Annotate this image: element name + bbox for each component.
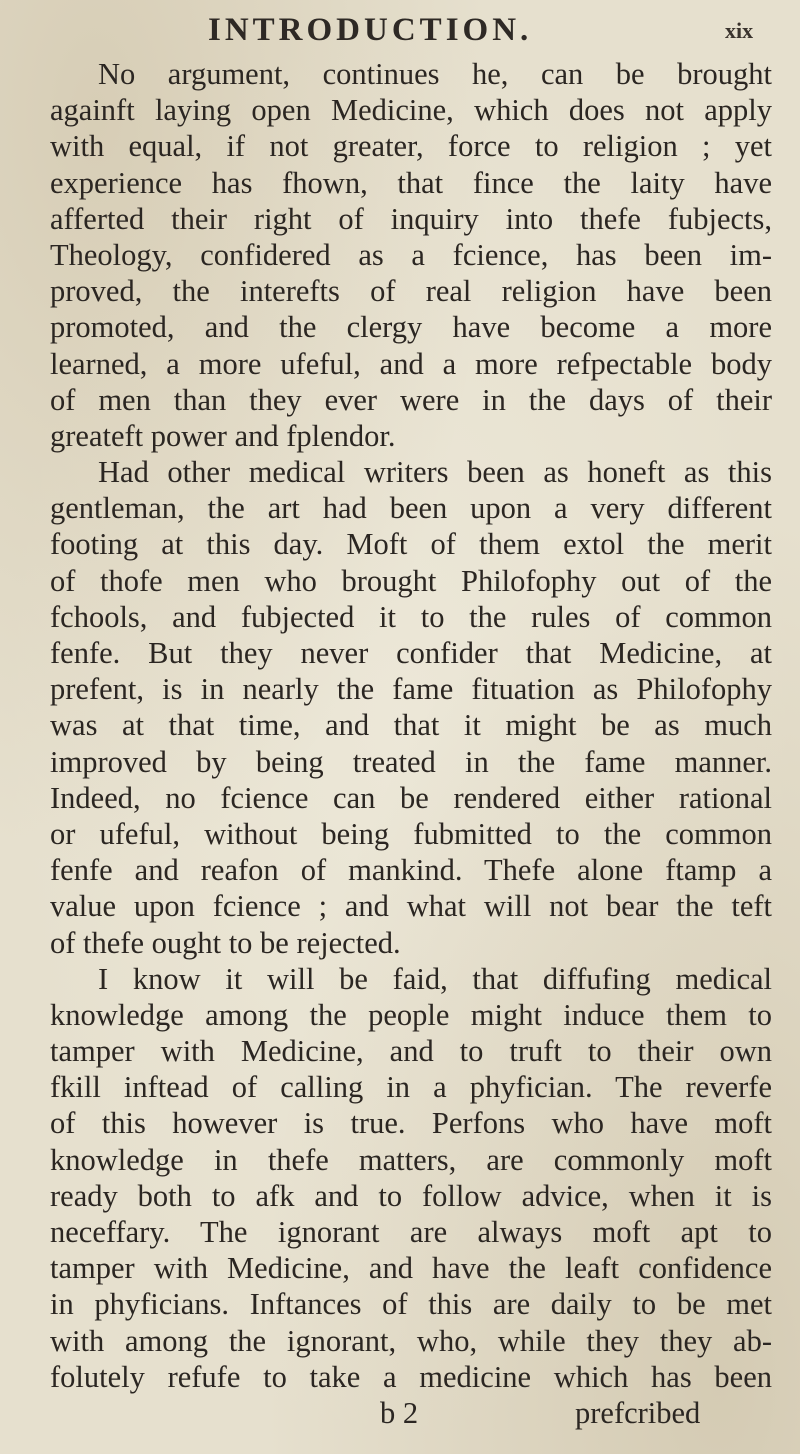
text-line: with equal, if not greater, force to religion ; yet bbox=[50, 129, 772, 164]
text-line: I know it will be faid, that diffufing medical bbox=[98, 961, 772, 996]
text-line: in phyficians. Inftances of this are daily to be met bbox=[50, 1287, 772, 1322]
text-line: or ufeful, without being fubmitted to the common bbox=[50, 816, 772, 851]
text-line: fkill inftead of calling in a phyfician. The reverfe bbox=[50, 1070, 772, 1105]
paragraph bbox=[50, 454, 772, 961]
text-line: experience has fhown, that fince the laity have bbox=[50, 165, 772, 200]
text-line: knowledge among the people might induce them to bbox=[50, 997, 772, 1032]
text-line: fenfe. But they never confider that Medicine, at bbox=[50, 636, 772, 670]
text-line: value upon fcience ; and what will not bear the teft bbox=[50, 889, 772, 924]
text-line: Indeed, no fcience can be rendered either rational bbox=[50, 780, 772, 815]
text-line: No argument, continues he, can be brought bbox=[98, 57, 772, 91]
text-line: improved by being treated in the fame manner. bbox=[50, 744, 772, 779]
text-line: was at that time, and that it might be as much bbox=[50, 708, 772, 743]
text-line: Theology, confidered as a fcience, has been im- bbox=[50, 237, 772, 272]
paragraph bbox=[50, 961, 772, 1395]
body-text bbox=[50, 56, 772, 1431]
text-line: knowledge in thefe matters, are commonly moft bbox=[50, 1142, 772, 1177]
text-line: ready both to afk and to follow advice, when it is bbox=[50, 1178, 772, 1213]
text-line: greateft power and fplendor. bbox=[50, 418, 396, 453]
catchword: prefcribed bbox=[575, 1395, 701, 1430]
running-title: INTRODUCTION. bbox=[208, 12, 533, 48]
text-line: prefent, is in nearly the fame fituation as Philofophy bbox=[50, 672, 772, 707]
signature-mark: b 2 bbox=[380, 1395, 419, 1430]
text-line: learned, a more ufeful, and a more refpectable body bbox=[50, 346, 772, 381]
text-line: tamper with Medicine, and to truft to their own bbox=[50, 1034, 772, 1069]
paragraph bbox=[50, 56, 772, 454]
text-line: againft laying open Medicine, which does not apply bbox=[50, 93, 772, 128]
text-line: fchools, and fubjected it to the rules of common bbox=[50, 599, 772, 634]
text-line: gentleman, the art had been upon a very different bbox=[50, 491, 772, 526]
text-line: fenfe and reafon of mankind. Thefe alone ftamp a bbox=[50, 853, 772, 888]
text-line: of thofe men who brought Philofophy out of the bbox=[50, 563, 772, 598]
text-line: folutely refufe to take a medicine which has been bbox=[50, 1359, 772, 1394]
text-line: footing at this day. Moft of them extol the merit bbox=[50, 527, 772, 562]
running-head bbox=[0, 12, 800, 52]
text-line: afferted their right of inquiry into thefe fubjects, bbox=[50, 201, 772, 236]
page-number: xix bbox=[725, 18, 754, 43]
text-line: of thefe ought to be rejected. bbox=[50, 925, 401, 960]
text-line: neceffary. The ignorant are always moft apt to bbox=[50, 1215, 772, 1249]
text-line: promoted, and the clergy have become a more bbox=[50, 310, 772, 345]
text-line: of men than they ever were in the days of their bbox=[50, 382, 772, 417]
text-line: with among the ignorant, who, while they they ab- bbox=[50, 1323, 772, 1358]
text-line: Had other medical writers been as honeft as this bbox=[98, 455, 772, 490]
text-line: tamper with Medicine, and have the leaft confidence bbox=[50, 1251, 772, 1286]
page-footer bbox=[50, 1395, 772, 1431]
text-line: proved, the interefts of real religion have been bbox=[50, 274, 772, 309]
text-line: of this however is true. Perfons who have moft bbox=[50, 1106, 772, 1141]
